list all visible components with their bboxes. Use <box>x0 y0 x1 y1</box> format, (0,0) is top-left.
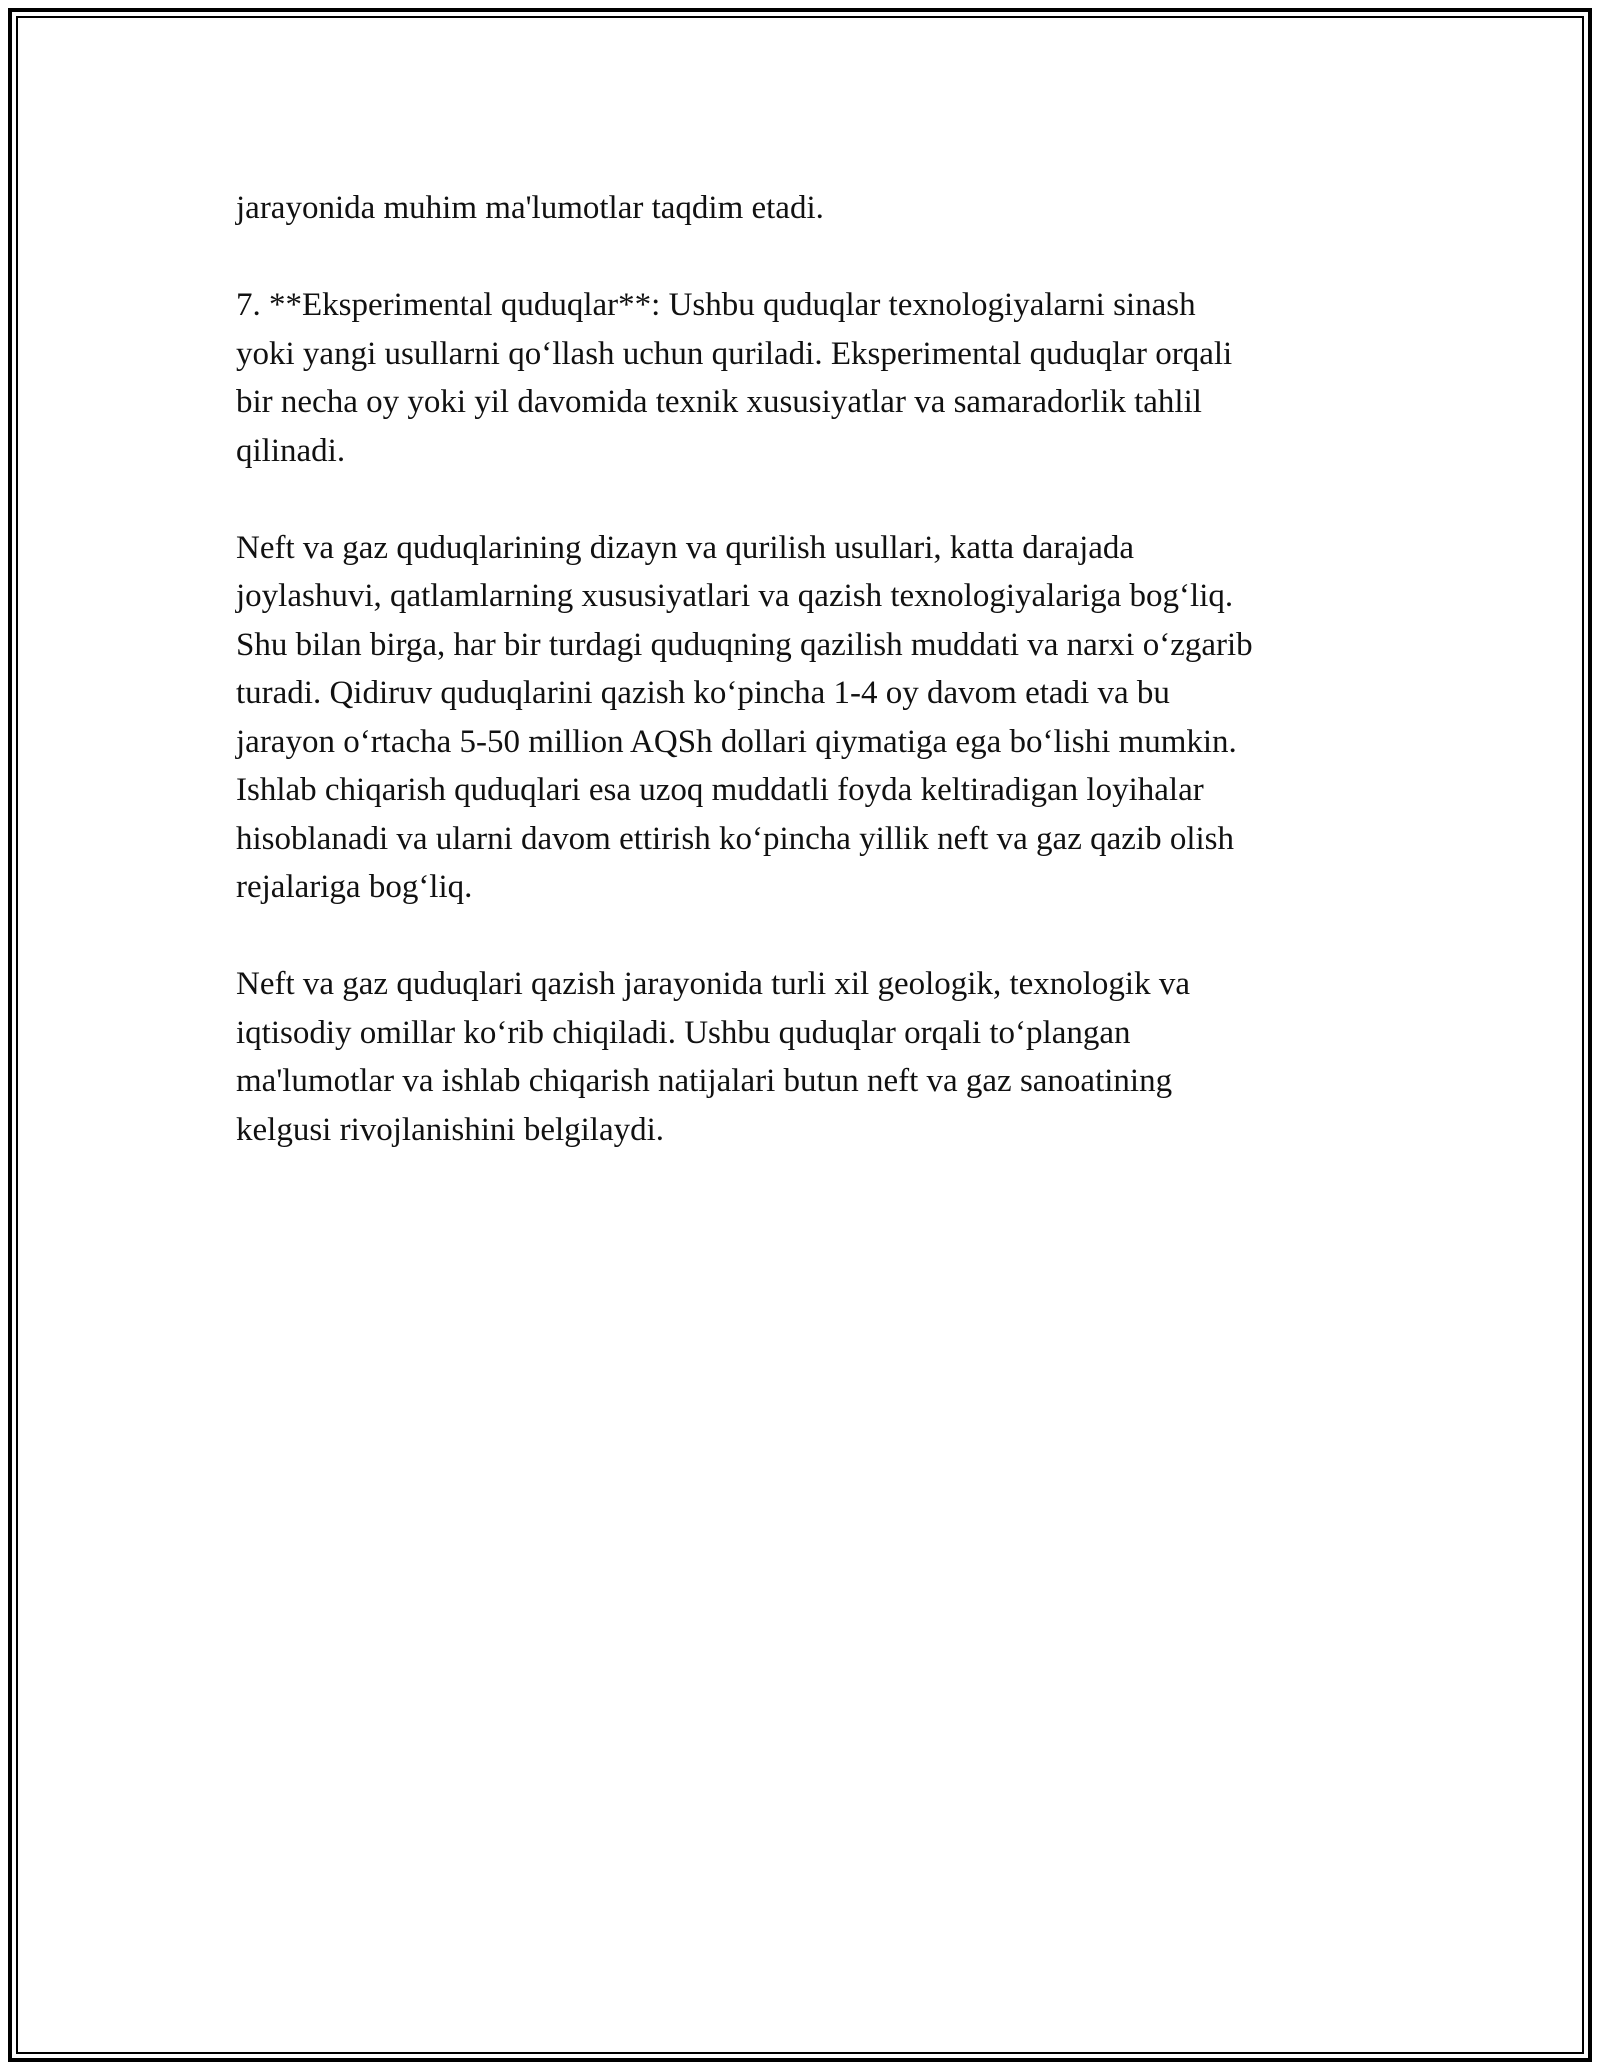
text-line: iqtisodiy omillar ko‘rib chiqiladi. Ushbu quduqlar orqali to‘plangan <box>236 1014 1131 1051</box>
text-line: joylashuvi, qatlamlarning xususiyatlari va qazish texnologiyalariga bog‘liq. <box>236 578 1234 614</box>
paragraph-intro-continuation <box>236 184 1396 233</box>
paragraph-design-and-cost <box>236 524 1396 912</box>
text-line: jarayonida muhim ma'lumotlar taqdim etadi. <box>236 190 824 226</box>
text-line: turadi. Qidiruv quduqlarini qazish ko‘pincha 1-4 oy davom etadi va bu <box>236 675 1170 711</box>
text-line: Neft va gaz quduqlari qazish jarayonida turli xil geologik, texnologik va <box>236 966 1190 1002</box>
text-line: Ishlab chiqarish quduqlari esa uzoq muddatli foyda keltiradigan loyihalar <box>236 772 1204 808</box>
text-line: ma'lumotlar va ishlab chiqarish natijalari butun neft va gaz sanoatining <box>236 1063 1173 1099</box>
text-line: bir necha oy yoki yil davomida texnik xususiyatlar va samaradorlik tahlil <box>236 384 1202 420</box>
text-line: Shu bilan birga, har bir turdagi quduqning qazilish muddati va narxi o‘zgarib <box>236 626 1253 663</box>
document-body <box>236 184 1396 1203</box>
text-line: yoki yangi usullarni qo‘llash uchun quriladi. Eksperimental quduqlar orqali <box>236 335 1233 372</box>
text-line: 7. **Eksperimental quduqlar**: Ushbu quduqlar texnologiyalarni sinash <box>236 287 1196 323</box>
text-line: hisoblanadi va ularni davom ettirish ko‘pincha yillik neft va gaz qazib olish <box>236 820 1234 857</box>
text-line: Neft va gaz quduqlarining dizayn va qurilish usullari, katta darajada <box>236 529 1135 566</box>
paragraph-conclusion <box>236 960 1396 1154</box>
text-line: qilinadi. <box>236 432 346 469</box>
text-line: kelgusi rivojlanishini belgilaydi. <box>236 1111 665 1148</box>
text-line: rejalariga bog‘liq. <box>236 869 473 905</box>
text-line: jarayon o‘rtacha 5-50 million AQSh dollari qiymatiga ega bo‘lishi mumkin. <box>236 723 1237 760</box>
paragraph-experimental-wells <box>236 281 1396 475</box>
